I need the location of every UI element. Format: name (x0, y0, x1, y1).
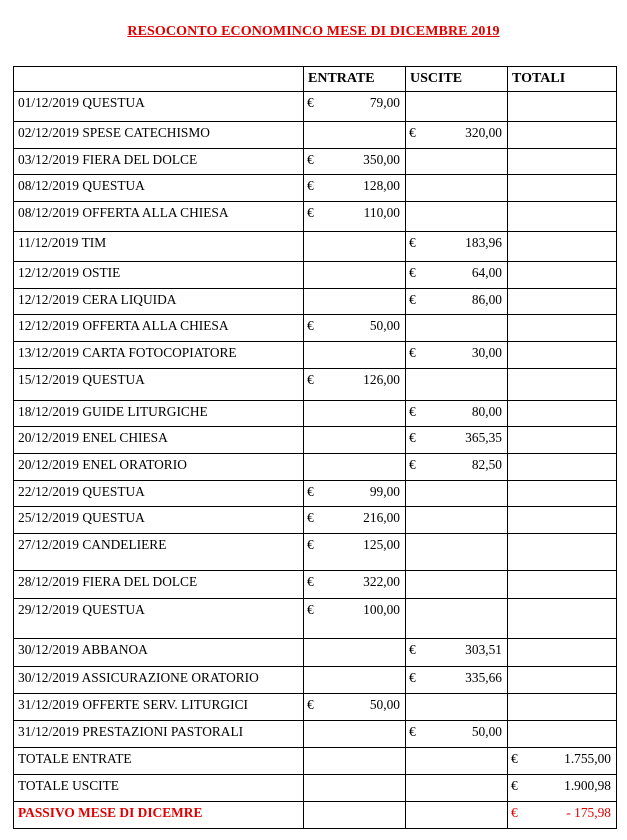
entrata-cell (304, 342, 406, 369)
totale-cell (508, 802, 617, 829)
entrata-cell (304, 202, 406, 232)
totale-cell (508, 748, 617, 775)
uscita-cell (406, 202, 508, 232)
entrata-cell (304, 639, 406, 667)
uscita-cell (406, 342, 508, 369)
entrata-cell (304, 262, 406, 289)
uscita-cell (406, 289, 508, 315)
euro-symbol: € (307, 537, 314, 552)
entrata-cell (304, 122, 406, 149)
total-row (14, 775, 617, 802)
row-description: 08/12/2019 OFFERTA ALLA CHIESA (14, 202, 304, 232)
row-description: 31/12/2019 OFFERTE SERV. LITURGICI (14, 694, 304, 721)
totali-cell (508, 342, 617, 369)
amount: 1.900,98 (564, 778, 611, 793)
euro-symbol: € (307, 574, 314, 589)
total-label: TOTALE USCITE (14, 775, 304, 802)
uscita-cell (406, 639, 508, 667)
amount: 335,66 (465, 670, 502, 685)
row-description: 30/12/2019 ABBANOA (14, 639, 304, 667)
row-description: 25/12/2019 QUESTUA (14, 507, 304, 534)
uscita-cell (406, 262, 508, 289)
euro-symbol: € (307, 318, 314, 333)
uscita-cell (406, 232, 508, 262)
row-description: 08/12/2019 QUESTUA (14, 175, 304, 202)
table-row (14, 202, 617, 232)
uscita-cell (406, 122, 508, 149)
table-row (14, 667, 617, 694)
header-entrate: ENTRATE (304, 67, 406, 92)
totali-cell (508, 481, 617, 507)
table-row (14, 507, 617, 534)
totali-cell (508, 507, 617, 534)
uscita-cell (406, 507, 508, 534)
total-label: PASSIVO MESE DI DICEMRE (14, 802, 304, 829)
uscita-cell (406, 571, 508, 599)
uscita-cell (406, 802, 508, 829)
euro-symbol: € (409, 125, 416, 140)
amount: 126,00 (363, 372, 400, 387)
row-description: 22/12/2019 QUESTUA (14, 481, 304, 507)
table-row (14, 232, 617, 262)
row-description: 29/12/2019 QUESTUA (14, 599, 304, 639)
totali-cell (508, 315, 617, 342)
uscita-cell (406, 315, 508, 342)
amount: 100,00 (363, 602, 400, 617)
euro-symbol: € (409, 345, 416, 360)
euro-symbol: € (511, 751, 518, 766)
row-description: 01/12/2019 QUESTUA (14, 92, 304, 122)
table-row (14, 289, 617, 315)
amount: 128,00 (363, 178, 400, 193)
amount: 350,00 (363, 152, 400, 167)
row-description: 28/12/2019 FIERA DEL DOLCE (14, 571, 304, 599)
entrata-cell (304, 802, 406, 829)
uscita-cell (406, 149, 508, 175)
amount: 365,35 (465, 430, 502, 445)
euro-symbol: € (409, 235, 416, 250)
entrata-cell (304, 775, 406, 802)
euro-symbol: € (409, 724, 416, 739)
totali-cell (508, 262, 617, 289)
table-row (14, 401, 617, 427)
uscita-cell (406, 599, 508, 639)
entrata-cell (304, 481, 406, 507)
totali-cell (508, 571, 617, 599)
euro-symbol: € (307, 205, 314, 220)
row-description: 18/12/2019 GUIDE LITURGICHE (14, 401, 304, 427)
total-row (14, 748, 617, 775)
table-row (14, 262, 617, 289)
table-row (14, 481, 617, 507)
table-row (14, 571, 617, 599)
totali-cell (508, 667, 617, 694)
euro-symbol: € (307, 602, 314, 617)
amount: 216,00 (363, 510, 400, 525)
row-description: 20/12/2019 ENEL CHIESA (14, 427, 304, 454)
totali-cell (508, 122, 617, 149)
uscita-cell (406, 721, 508, 748)
entrata-cell (304, 92, 406, 122)
entrata-cell (304, 454, 406, 481)
amount: 82,50 (471, 457, 502, 472)
table-row (14, 427, 617, 454)
uscita-cell (406, 401, 508, 427)
amount: 322,00 (363, 574, 400, 589)
euro-symbol: € (307, 484, 314, 499)
amount: 50,00 (369, 697, 400, 712)
totali-cell (508, 401, 617, 427)
euro-symbol: € (409, 642, 416, 657)
table-row (14, 122, 617, 149)
entrata-cell (304, 149, 406, 175)
row-description: 31/12/2019 PRESTAZIONI PASTORALI (14, 721, 304, 748)
amount: 50,00 (369, 318, 400, 333)
table-row (14, 149, 617, 175)
row-description: 12/12/2019 OFFERTA ALLA CHIESA (14, 315, 304, 342)
table-row (14, 599, 617, 639)
entrata-cell (304, 571, 406, 599)
amount: 1.755,00 (564, 751, 611, 766)
entrata-cell (304, 289, 406, 315)
entrata-cell (304, 232, 406, 262)
uscita-cell (406, 175, 508, 202)
amount: 99,00 (369, 484, 400, 499)
row-description: 15/12/2019 QUESTUA (14, 369, 304, 401)
entrata-cell (304, 721, 406, 748)
totali-cell (508, 175, 617, 202)
amount: 125,00 (363, 537, 400, 552)
euro-symbol: € (409, 670, 416, 685)
amount: 303,51 (465, 642, 502, 657)
table-row (14, 534, 617, 571)
entrata-cell (304, 748, 406, 775)
amount: 79,00 (369, 95, 400, 110)
uscita-cell (406, 667, 508, 694)
totali-cell (508, 534, 617, 571)
table-row (14, 721, 617, 748)
euro-symbol: € (409, 292, 416, 307)
euro-symbol: € (307, 697, 314, 712)
header-description (14, 67, 304, 92)
entrata-cell (304, 401, 406, 427)
amount: 110,00 (363, 205, 400, 220)
table-row (14, 92, 617, 122)
row-description: 11/12/2019 TIM (14, 232, 304, 262)
euro-symbol: € (409, 404, 416, 419)
uscita-cell (406, 369, 508, 401)
amount: 320,00 (465, 125, 502, 140)
passivo-row (14, 802, 617, 829)
amount: 50,00 (471, 724, 502, 739)
euro-symbol: € (307, 178, 314, 193)
totali-cell (508, 599, 617, 639)
amount: - 175,98 (566, 805, 611, 820)
uscita-cell (406, 694, 508, 721)
row-description: 03/12/2019 FIERA DEL DOLCE (14, 149, 304, 175)
amount: 30,00 (471, 345, 502, 360)
euro-symbol: € (511, 805, 518, 820)
totali-cell (508, 369, 617, 401)
uscita-cell (406, 534, 508, 571)
header-totali: TOTALI (508, 67, 617, 92)
amount: 80,00 (471, 404, 502, 419)
row-description: 02/12/2019 SPESE CATECHISMO (14, 122, 304, 149)
euro-symbol: € (307, 510, 314, 525)
row-description: 27/12/2019 CANDELIERE (14, 534, 304, 571)
entrata-cell (304, 534, 406, 571)
euro-symbol: € (409, 457, 416, 472)
table-row (14, 175, 617, 202)
totali-cell (508, 721, 617, 748)
totali-cell (508, 289, 617, 315)
euro-symbol: € (307, 95, 314, 110)
entrata-cell (304, 694, 406, 721)
entrata-cell (304, 667, 406, 694)
table-row (14, 639, 617, 667)
total-label: TOTALE ENTRATE (14, 748, 304, 775)
uscita-cell (406, 92, 508, 122)
table-row (14, 454, 617, 481)
totali-cell (508, 232, 617, 262)
row-description: 30/12/2019 ASSICURAZIONE ORATORIO (14, 667, 304, 694)
totali-cell (508, 454, 617, 481)
row-description: 12/12/2019 OSTIE (14, 262, 304, 289)
totali-cell (508, 427, 617, 454)
table-row (14, 369, 617, 401)
uscita-cell (406, 775, 508, 802)
document-title: RESOCONTO ECONOMINCO MESE DI DICEMBRE 2019 (127, 24, 500, 39)
euro-symbol: € (409, 430, 416, 445)
row-description: 20/12/2019 ENEL ORATORIO (14, 454, 304, 481)
totale-cell (508, 775, 617, 802)
entrata-cell (304, 507, 406, 534)
euro-symbol: € (511, 778, 518, 793)
euro-symbol: € (307, 152, 314, 167)
totali-cell (508, 694, 617, 721)
uscita-cell (406, 454, 508, 481)
table-row (14, 694, 617, 721)
totali-cell (508, 202, 617, 232)
entrata-cell (304, 599, 406, 639)
header-row (14, 67, 617, 92)
amount: 86,00 (471, 292, 502, 307)
uscita-cell (406, 481, 508, 507)
uscita-cell (406, 427, 508, 454)
amount: 64,00 (471, 265, 502, 280)
entrata-cell (304, 175, 406, 202)
euro-symbol: € (409, 265, 416, 280)
header-uscite: USCITE (406, 67, 508, 92)
totali-cell (508, 639, 617, 667)
table-row (14, 342, 617, 369)
row-description: 12/12/2019 CERA LIQUIDA (14, 289, 304, 315)
euro-symbol: € (307, 372, 314, 387)
entrata-cell (304, 369, 406, 401)
ledger-table (13, 66, 617, 829)
entrata-cell (304, 427, 406, 454)
entrata-cell (304, 315, 406, 342)
amount: 183,96 (465, 235, 502, 250)
uscita-cell (406, 748, 508, 775)
row-description: 13/12/2019 CARTA FOTOCOPIATORE (14, 342, 304, 369)
totali-cell (508, 149, 617, 175)
totali-cell (508, 92, 617, 122)
table-row (14, 315, 617, 342)
